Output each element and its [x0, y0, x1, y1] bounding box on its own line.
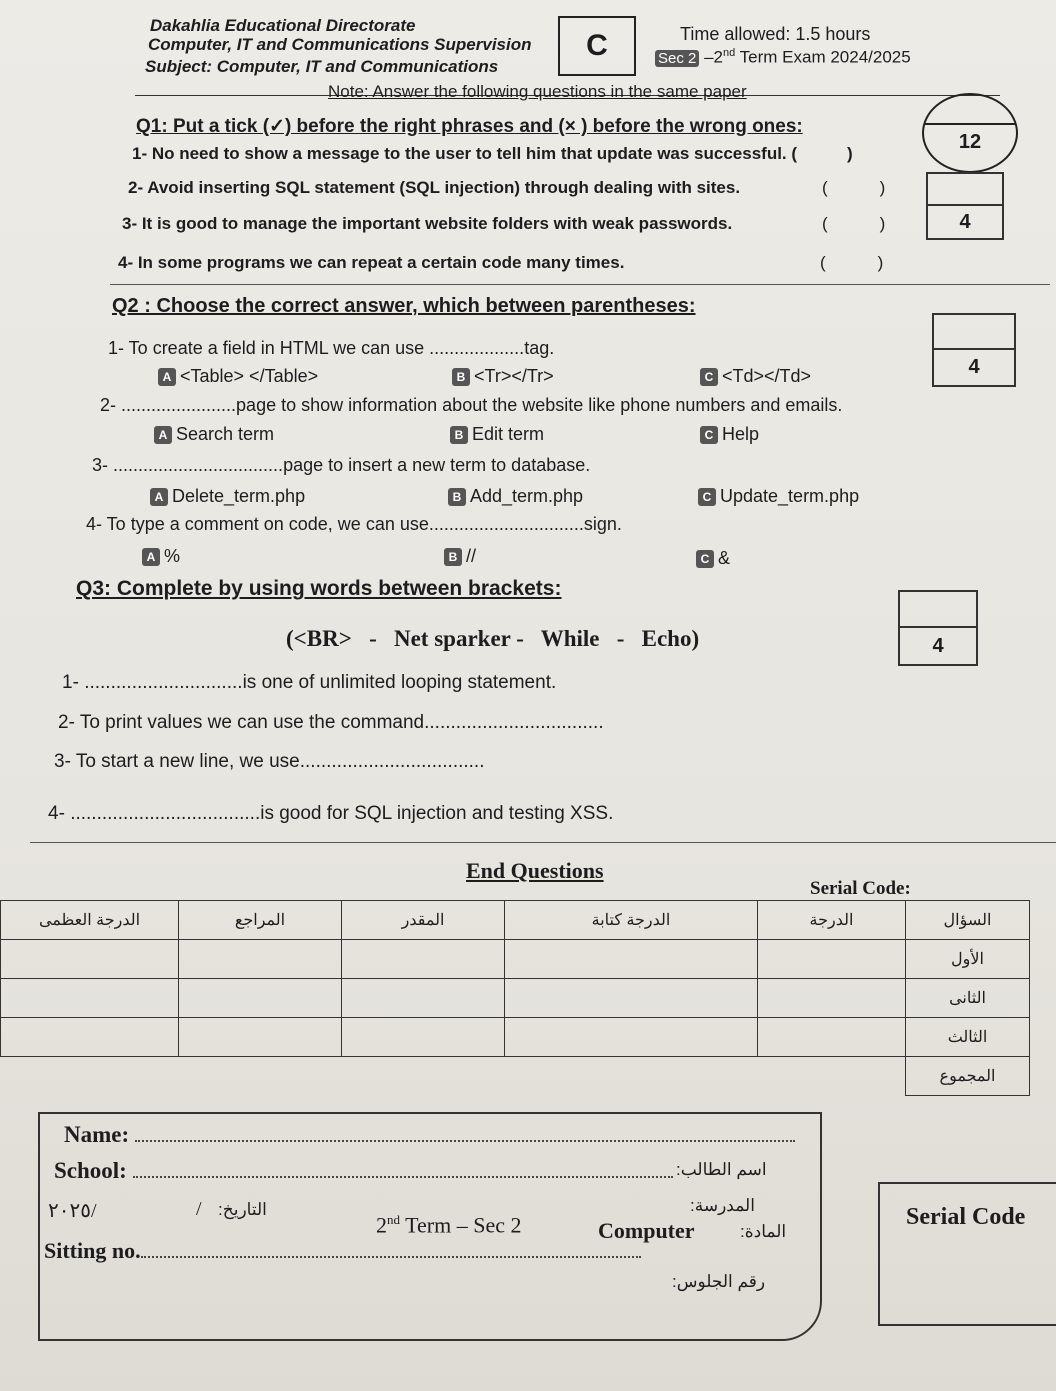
- q3-mark: 4: [932, 634, 944, 657]
- term-exam-title: Sec 2 –2nd Term Exam 2024/2025: [655, 47, 911, 68]
- q1-sub-mark-box: [926, 172, 1004, 240]
- q3-word-bank: (<BR> - Net sparker - While - Echo): [286, 626, 700, 651]
- q1-item-4-parens[interactable]: ( ): [820, 253, 884, 272]
- q2-1-option-b[interactable]: B <Tr></Tr>: [452, 366, 554, 387]
- row-third: الثالث: [906, 1018, 1030, 1057]
- q2-1-option-c[interactable]: C <Td></Td>: [700, 366, 811, 387]
- q2-3-option-c[interactable]: C Update_term.php: [698, 486, 859, 507]
- q1-item-3: 3- It is good to manage the important website folders with weak passwords.: [122, 214, 733, 233]
- sitting-ar: :رقم الجلوس: [672, 1272, 766, 1291]
- year-label: ٢٠٢٥/: [48, 1200, 97, 1222]
- school-label: School:: [54, 1158, 673, 1184]
- row-first: الأول: [906, 940, 1030, 979]
- q2-4-option-c[interactable]: C &: [696, 548, 730, 569]
- school-ar: :المدرسة: [690, 1196, 755, 1215]
- q2-2-option-a[interactable]: A Search term: [154, 424, 274, 445]
- q3-title: Q3: Complete by using words between brackets:: [76, 577, 562, 600]
- q2-1-stem: 1- To create a field in HTML we can use ...................tag.: [108, 338, 555, 358]
- end-questions: End Questions: [466, 858, 604, 883]
- q2-1-option-a[interactable]: A <Table> </Table>: [158, 366, 318, 387]
- form-letter-box: C: [558, 16, 636, 76]
- q2-2-option-c[interactable]: C Help: [700, 424, 759, 445]
- q2-4-option-a[interactable]: A %: [142, 546, 180, 567]
- q1-item-4: 4- In some programs we can repeat a certain code many times.: [118, 253, 625, 272]
- note-text: Note: Answer the following questions in the same paper: [328, 82, 747, 101]
- q3-divider: [30, 842, 1056, 843]
- sitting-no-label: Sitting no.: [44, 1238, 641, 1264]
- score-table-header: [1, 901, 1030, 940]
- date-ar: :التاريخ: [218, 1200, 267, 1219]
- q2-3-stem: 3- ..................................page to insert a new term to database.: [92, 455, 591, 475]
- subject-computer: Computer: [598, 1218, 695, 1243]
- header-grade: الدرجة: [758, 901, 906, 940]
- serial-code-footer: Serial Code: [906, 1204, 1026, 1230]
- row-second: الثانى: [906, 979, 1030, 1018]
- q1-title: Q1: Put a tick (✓) before the right phrases and (× ) before the wrong ones:: [136, 116, 803, 137]
- q2-4-option-b[interactable]: B //: [444, 546, 476, 567]
- q2-2-option-b[interactable]: B Edit term: [450, 424, 544, 445]
- q1-item-3-parens[interactable]: ( ): [822, 214, 886, 233]
- score-table: [0, 900, 1030, 1096]
- q3-mark-box: [898, 590, 978, 666]
- header-assessor: المقدر: [342, 901, 505, 940]
- q2-mark-box: [932, 313, 1016, 387]
- q3-item-2: 2- To print values we can use the command..................................: [58, 712, 604, 733]
- q1-item-1: 1- No need to show a message to the user to tell him that update was successful. ( ): [132, 144, 853, 163]
- table-row: [1, 979, 1030, 1018]
- sec-badge: Sec 2: [655, 50, 699, 67]
- q1-divider: [110, 284, 1050, 285]
- time-allowed: Time allowed: 1.5 hours: [680, 24, 871, 44]
- q1-item-2: 2- Avoid inserting SQL statement (SQL injection) through dealing with sites.: [128, 178, 741, 197]
- term-sec-label: 2nd Term – Sec 2: [376, 1212, 522, 1238]
- q3-item-4: 4- ....................................is good for SQL injection and testing XSS.: [48, 803, 614, 824]
- name-label: Name:: [64, 1122, 795, 1148]
- q2-mark: 4: [968, 356, 980, 378]
- table-row: [1, 940, 1030, 979]
- row-total: المجموع: [906, 1057, 1030, 1096]
- student-name-ar: :اسم الطالب: [676, 1160, 767, 1179]
- q1-sub-mark: 4: [959, 210, 971, 233]
- subject-ar: :المادة: [740, 1222, 787, 1241]
- directorate-label: Dakahlia Educational Directorate: [150, 16, 416, 35]
- q2-title: Q2 : Choose the correct answer, which between parentheses:: [112, 295, 696, 317]
- header-question: السؤال: [906, 901, 1030, 940]
- supervision-label: Computer, IT and Communications Supervision: [148, 35, 532, 54]
- q2-3-option-b[interactable]: B Add_term.php: [448, 486, 583, 507]
- q1-mark-oval: [922, 93, 1018, 173]
- header-reviewer: المراجع: [179, 901, 342, 940]
- q3-item-3: 3- To start a new line, we use...................................: [54, 751, 485, 772]
- q3-item-1: 1- ..............................is one of unlimited looping statement.: [62, 672, 557, 693]
- table-row: [1, 1057, 1030, 1096]
- serial-code-label: Serial Code:: [810, 878, 911, 899]
- header-grade-words: الدرجة كتابة: [505, 901, 758, 940]
- header-max-grade: الدرجة العظمى: [1, 901, 179, 940]
- q1-mark: 12: [958, 131, 982, 153]
- q2-4-stem: 4- To type a comment on code, we can use...............................sign.: [86, 514, 622, 534]
- q2-3-option-a[interactable]: A Delete_term.php: [150, 486, 305, 507]
- q1-item-2-parens[interactable]: ( ): [822, 178, 886, 197]
- subject-label: Subject: Computer, IT and Communications: [145, 57, 499, 76]
- table-row: [1, 1018, 1030, 1057]
- q2-2-stem: 2- .......................page to show information about the website like phone numbers and emails.: [100, 395, 843, 415]
- date-slash: /: [196, 1198, 202, 1220]
